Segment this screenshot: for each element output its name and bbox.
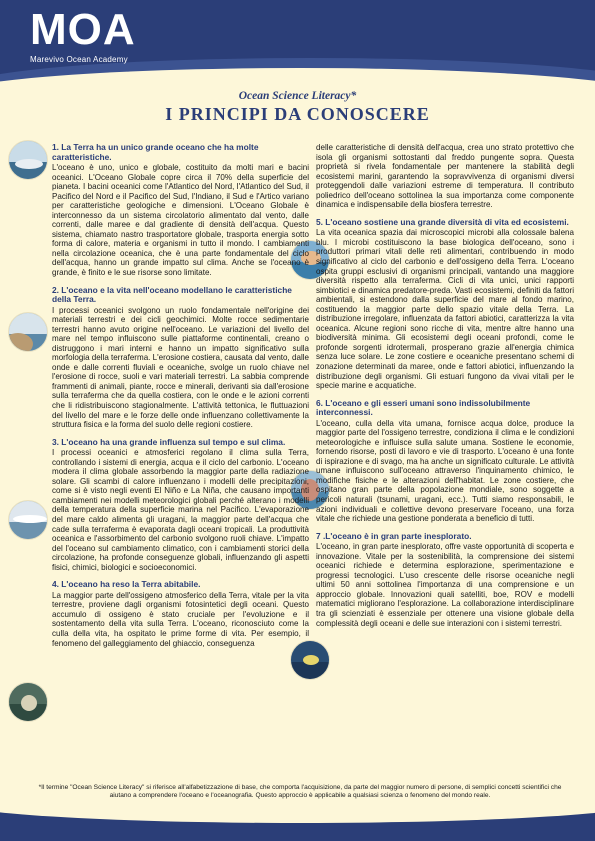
principle-body: delle caratteristiche di densità dell'acqua, crea uno strato protettivo che isola gli organismi sottostanti dal freddo pungente sopra. Questa proprietà si rivela fondamentale per mantenere la stabilità degli ecosistemi marini, garantendo la sopravvivenza di organismi diversi proteggendoli dalle variazioni estreme di temperatura. Il contributo poliedrico dell'oceano sottolinea la sua importanza come componente dinamica e indispensabile della biosfera terrestre. [316,143,574,210]
footnote: *Il termine "Ocean Science Literacy" si riferisce all'alfabetizzazione di base, che comporta l'acquisizione, da parte del maggior numero di persone, di semplici concetti scientifici che aiutano a comprendere l'oceano e l'oceanografia. Questo approccio è applicabile a qualsiasi scienza o fenomeno del mondo reale. [38,784,562,799]
principle-heading: 5. L'oceano sostiene una grande diversità di vita ed ecosistemi. [316,216,569,227]
principle-4 [52,580,309,648]
footer-banner [0,809,595,841]
footer-wave [0,809,595,823]
header-banner [0,0,595,86]
principle-body: I processi oceanici e atmosferici regolano il clima sulla Terra, controllando i sistemi di energia, acqua e il ciclo del carbonio. L'oceano modera il clima globale assorbendo la maggior parte della radiazione solare. Gli scambi di calore influenzano i modelli delle precipitazioni, come si è visto negli eventi El Niño e La Niña, che causano importanti cambiamenti nei modelli meteorologici globali perché alterano i modelli della temperatura della superficie marina nel Pacifico. L'evaporazione del mare caldo alimenta gli uragani, la maggior parte dell'acqua che cade sulla terraferma è evaporata dagli oceani tropicali. La produttività oceanica e l'assorbimento del carbonio svolgono ruoli chiave. L'impatto del l'oceano sul cambiamento climatico, con i cambiamenti storici della circolazione, ha profonde conseguenze globali, influenzando gli aspetti fisici, chimici, biologici e socioeconomici. [52,448,309,572]
principle-3 [52,438,309,573]
left-column [52,143,309,656]
ocean-globe-icon [8,140,48,180]
principle-heading: 7 .L'oceano è in gran parte inesplorato. [316,530,472,541]
principle-2 [52,286,309,430]
principle-6 [316,399,574,524]
principle-1 [52,143,309,278]
principle-4-continuation [316,143,574,210]
principle-body: L'oceano è uno, unico e globale, costituito da molti mari e bacini oceanici. L'Oceano Globale copre circa il 70% della superficie del pianeta. I bacini oceanici come l'Atlantico del Nord, l'Atlantico del Sud, il Pacifico del Nord e il Pacifico del Sud, l'Indiano, il Sud e l'Artico variano per caratteristiche geologiche e dimensioni. L'Oceano Globale è interconnesso da un sistema circolatorio alimentato dal vento, dalle correnti, dalle maree e dal gradiente di densità dell'acqua. Questo sistema, chiamato nastro trasportatore globale, trasporta energia sotto forma di calore, materia e organismi in tutto il mondo. I cambiamenti nella circolazione oceanica, che è una parte fondamentale del ciclo dell'acqua, hanno un grande impatto sul clima. Anche se l'oceano è grande, è finito e le sue risorse sono limitate. [52,163,309,278]
principle-body: La vita oceanica spazia dai microscopici microbi alla colossale balena blu. I microbi costituiscono la base biologica dell'oceano, sono i produttori primari vitali delle reti alimentari, contribuendo in modo significativo al ciclo del carbonio e dell'ossigeno della Terra. L'oceano ospita gruppi esclusivi di organismi principali, vantando una maggiore diversità rispetto alla terraferma. Cicli di vita unici, unici rapporti simbiotici e dinamica predatore-preda. Vasti ecosistemi, definiti da fattori ambientali, si estendono dalla superficie del mare al fondo marino, costituendo la maggior parte dello spazio vitale della Terra. La distribuzione irregolare, influenzata da fattori abiotici, caratterizza la vita oceanica. Alcune regioni sono ricche di vita, mentre altre hanno una biodiversità minima. Gli ecosistemi degli oceani profondi, come le profonde sorgenti idrotermali, prosperano grazie all'energia chimica senza luce solare. Le zone costiere e oceaniche presentano schemi di zonazione determinati da maree, onde e fattori abiotici, influenzando la distribuzione degli organismi. Gli estuari fungono da vivai vitali per le specie marine e acquatiche. [316,228,574,391]
principle-7 [316,532,574,628]
principle-body: L'oceano, culla della vita umana, fornisce acqua dolce, produce la maggior parte del l'ossigeno terrestre, condiziona il clima e le condizioni meteorologiche e influisce sulla salute umana. Sostiene le economie, fornendo risorse, posti di lavoro e vie di trasporto. L'oceano è una fonte di ispirazione e di svago, ma ha anche un significato culturale. Le attività umane influiscono sull'oceano attraverso l'inquinamento chimico, le modifiche fisiche e le alterazioni dell'habitat. Le zone costiere, che ospitano gran parte della popolazione mondiale, sono soggette a pericoli naturali (tsunami, uragani, ecc.). Tutti siamo responsabili, le azioni individuali e collettive devono preservare l'oceano, una forza vitale che richiede una gestione ponderata a beneficio di tutti. [316,418,574,524]
weather-sea-icon [8,500,48,540]
right-column [316,143,574,636]
principle-heading: 4. L'oceano ha reso la Terra abitabile. [52,579,201,590]
principle-body: I processi oceanici svolgono un ruolo fondamentale nell'origine dei materiali terrestri e dei cicli geochimici. Molte rocce sedimentarie terrestri hanno avuto origine nell'oceano. Le variazioni del livello del mare nel tempo influiscono sulle piattaforme continentali, creano o distruggono i mari interni e hanno un impatto significativo sulla morfologia della terraferma. L'erosione costiera, causata dal vento, dalle onde e dalle correnti fluviali e oceaniche, svolge un ruolo chiave nel l'erosione di rocce, suoli e vari materiali terrestri. La sabbia comprende frammenti di animali, piante, rocce e minerali, derivanti sia dall'erosione sulla terraferma che da quella costiera, con le onde e le azioni correnti che li ridistribuiscono stagionalmente. L'attività tettonica, le fluttuazioni del livello del mare e le forze delle onde influenzano collettivamente la struttura fisica e la forma del suolo delle regioni costiere. [52,305,309,430]
habitable-earth-icon [8,682,48,722]
principle-5 [316,218,574,391]
page-title: I PRINCIPI DA CONOSCERE [165,104,430,124]
coastline-icon [8,312,48,352]
principle-heading: 1. La Terra ha un unico grande oceano che ha molte caratteristiche. [52,142,259,162]
principle-body: La maggior parte dell'ossigeno atmosferico della Terra, vitale per la vita terrestre, proviene dagli organismi fotosintetici degli oceani. Questo accumulo di ossigeno è stato cruciale per l'evoluzione e il sostentamento della vita sulla Terra. L'oceano, riconosciuto come la culla della vita, ha ospitato le prime forme di vita. Per esempio, il fenomeno del galleggiamento del ghiaccio, conseguenza [52,590,309,648]
page-subtitle: Ocean Science Literacy* [238,90,357,102]
principle-heading: 2. L'oceano e la vita nell'oceano modellano le caratteristiche della Terra. [52,284,292,305]
logo: MOA [30,5,136,54]
principle-heading: 3. L'oceano ha una grande influenza sul tempo e sul clima. [52,436,286,447]
principle-heading: 6. L'oceano e gli esseri umani sono indissolubilmente interconnessi. [316,397,531,418]
principle-body: L'oceano, in gran parte inesplorato, offre vaste opportunità di scoperta e innovazione. Vitale per la sostenibilità, la comprensione dei sistemi oceanici richiede e determina esplorazione, sperimentazione e progressi tecnologici. L'uso crescente delle risorse oceaniche negli ultimi 50 anni sottolinea l'importanza di una comprensione e un approccio globale. Innovazioni quali satelliti, boe, ROV e modelli matematici migliorano l'esplorazione. La collaborazione interdisciplinare tra gli scienziati è essenziale per ottenere una visione globale della complessità degli oceani e delle sue interazioni con i sistemi terrestri. [316,542,574,628]
logo-subtitle: Marevivo Ocean Academy [30,55,128,64]
